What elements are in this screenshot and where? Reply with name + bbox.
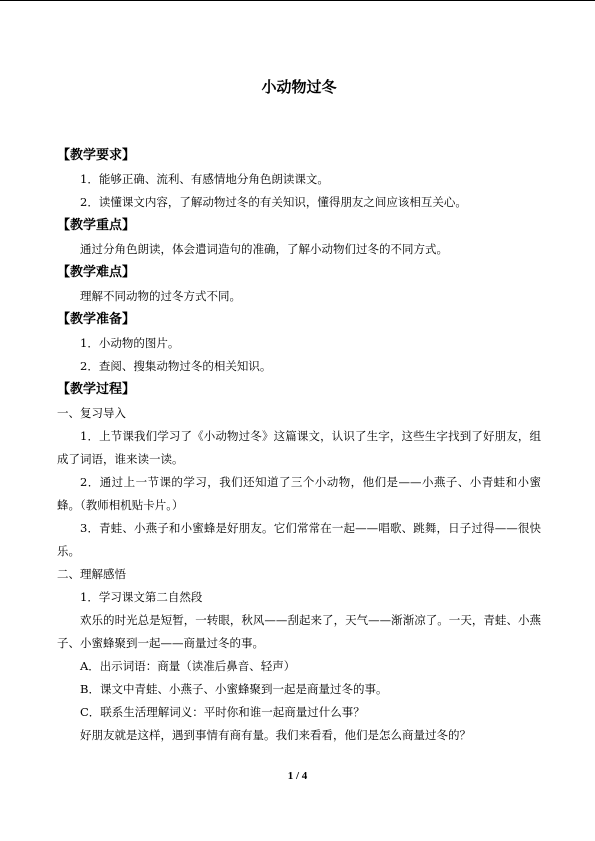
paragraph: B．课文中青蛙、小燕子、小蜜蜂聚到一起是商量过冬的事。 bbox=[80, 682, 388, 696]
paragraph: C．联系生活理解词义：平时你和谁一起商量过什么事？ bbox=[80, 705, 365, 719]
section-heading-difficulties: 【教学难点】 bbox=[57, 265, 136, 280]
paragraph: 2．查阅、搜集动物过冬的相关知识。 bbox=[80, 359, 272, 373]
header-rule bbox=[0, 0, 595, 1]
paragraph: 3．青蛙、小燕子和小蜜蜂是好朋友。它们常常在一起——唱歌、跳舞，日子过得——很快乐。 bbox=[57, 521, 541, 558]
subsection-heading: 二、理解感悟 bbox=[57, 567, 126, 581]
paragraph: 欢乐的时光总是短暂，一转眼，秋风——刮起来了，天气——渐渐凉了。一天，青蛙、小燕子、小蜜蜂聚到一起——商量过冬的事。 bbox=[57, 613, 541, 650]
subsection-heading: 一、复习导入 bbox=[57, 406, 126, 420]
section-heading-key-points: 【教学重点】 bbox=[57, 218, 136, 233]
paragraph: 好朋友就是这样，遇到事情有商有量。我们来看看，他们是怎么商量过冬的？ bbox=[80, 728, 471, 742]
paragraph: 1．小动物的图片。 bbox=[80, 336, 180, 350]
paragraph: 1．学习课文第二自然段 bbox=[80, 590, 203, 604]
section-heading-preparation: 【教学准备】 bbox=[57, 312, 136, 327]
section-heading-requirements: 【教学要求】 bbox=[57, 148, 136, 163]
document-body bbox=[57, 76, 541, 747]
paragraph: 1．能够正确、流利、有感情地分角色朗读课文。 bbox=[80, 172, 329, 186]
section-heading-process: 【教学过程】 bbox=[57, 382, 136, 397]
paragraph: A．出示词语：商量（读准后鼻音、轻声） bbox=[80, 659, 296, 673]
document-title: 小动物过冬 bbox=[261, 78, 337, 96]
paragraph: 2．通过上一节课的学习，我们还知道了三个小动物，他们是——小燕子、小青蛙和小蜜蜂。（教师相机贴卡片。） bbox=[57, 475, 541, 512]
paragraph: 1．上节课我们学习了《小动物过冬》这篇课文，认识了生字，这些生字找到了好朋友，组成了词语，谁来读一读。 bbox=[57, 429, 541, 466]
paragraph: 通过分角色朗读，体会遣词造句的准确，了解小动物们过冬的不同方式。 bbox=[80, 242, 448, 256]
paragraph: 理解不同动物的过冬方式不同。 bbox=[80, 289, 241, 303]
page-number: 1 / 4 bbox=[287, 770, 308, 782]
paragraph: 2．读懂课文内容，了解动物过冬的有关知识，懂得朋友之间应该相互关心。 bbox=[80, 195, 467, 209]
